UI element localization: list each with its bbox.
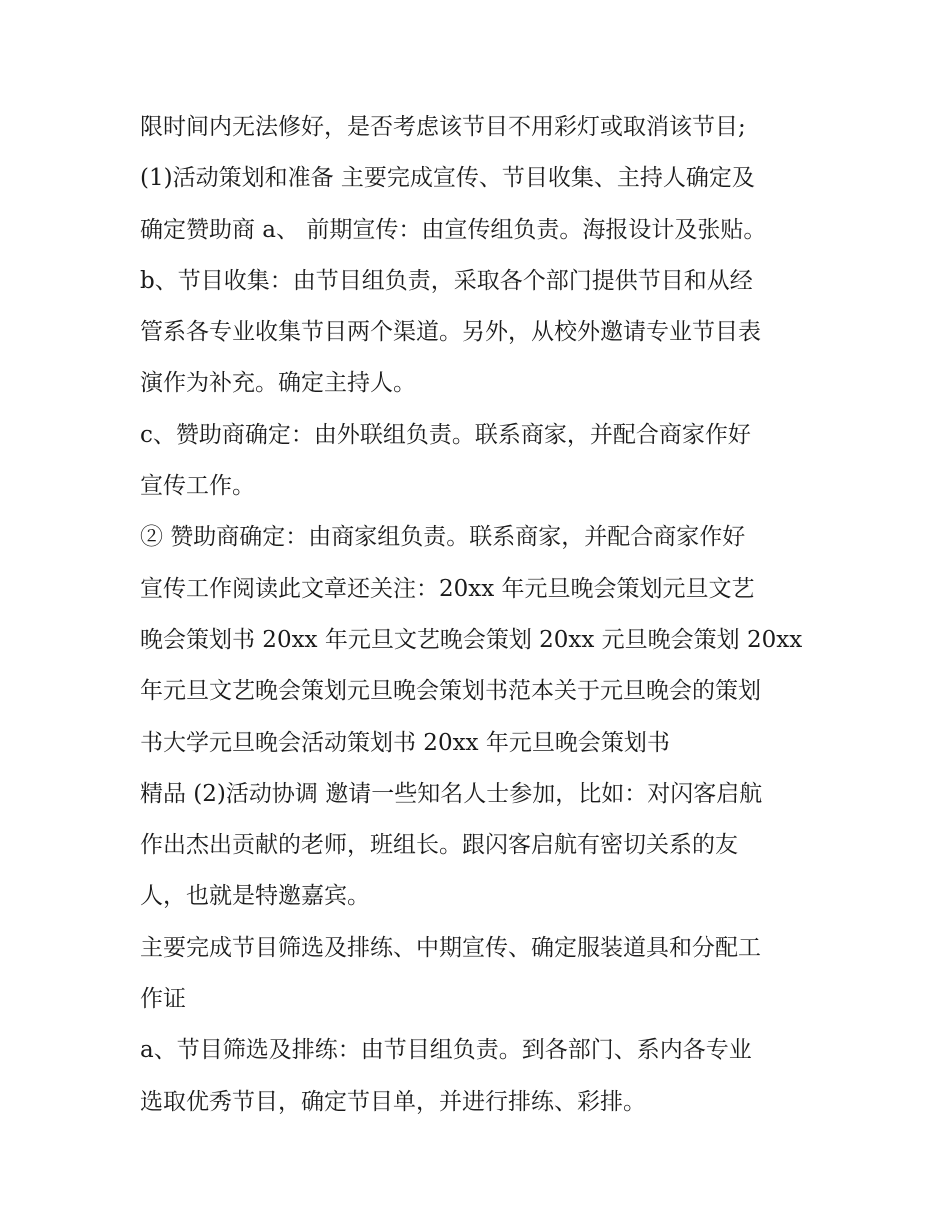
text-line: 演作为补充。确定主持人。 (140, 370, 416, 397)
text-line: 选取优秀节目，确定节目单，并进行排练、彩排。 (140, 1088, 646, 1115)
text-line: c、赞助商确定：由外联组负责。联系商家，并配合商家作好 (140, 421, 751, 448)
text-line: 精品 (2)活动协调 邀请一些知名人士参加，比如：对闪客启航 (140, 780, 763, 807)
text-line: a、节目筛选及排练：由节目组负责。到各部门、系内各专业 (140, 1037, 752, 1064)
text-line: 确定赞助商 a、 前期宣传：由宣传组负责。海报设计及张贴。 (140, 216, 767, 243)
text-line: 主要完成节目筛选及排练、中期宣传、确定服装道具和分配工 (140, 934, 761, 961)
text-line: 作证 (140, 986, 186, 1013)
text-line: 宣传工作阅读此文章还关注：20xx 年元旦晚会策划元旦文艺 (140, 575, 755, 602)
text-line: (1)活动策划和准备 主要完成宣传、节目收集、主持人确定及 (140, 165, 755, 192)
text-line: 晚会策划书 20xx 年元旦文艺晚会策划 20xx 元旦晚会策划 20xx (140, 626, 803, 653)
text-line: b、节目收集：由节目组负责，采取各个部门提供节目和从经 (140, 267, 753, 294)
text-line: 年元旦文艺晚会策划元旦晚会策划书范本关于元旦晚会的策划 (140, 678, 761, 705)
text-line: 限时间内无法修好，是否考虑该节目不用彩灯或取消该节目; (140, 114, 746, 140)
text-line: 书大学元旦晚会活动策划书 20xx 年元旦晚会策划书 (140, 729, 670, 756)
document-body (140, 102, 830, 1128)
text-line: 管系各专业收集节目两个渠道。另外，从校外邀请专业节目表 (140, 319, 761, 346)
text-line: ② 赞助商确定：由商家组负责。联系商家，并配合商家作好 (140, 524, 746, 551)
text-line: 人，也就是特邀嘉宾。 (140, 883, 370, 910)
text-line: 作出杰出贡献的老师，班组长。跟闪客启航有密切关系的友 (140, 832, 738, 859)
text-line: 宣传工作。 (140, 473, 255, 500)
